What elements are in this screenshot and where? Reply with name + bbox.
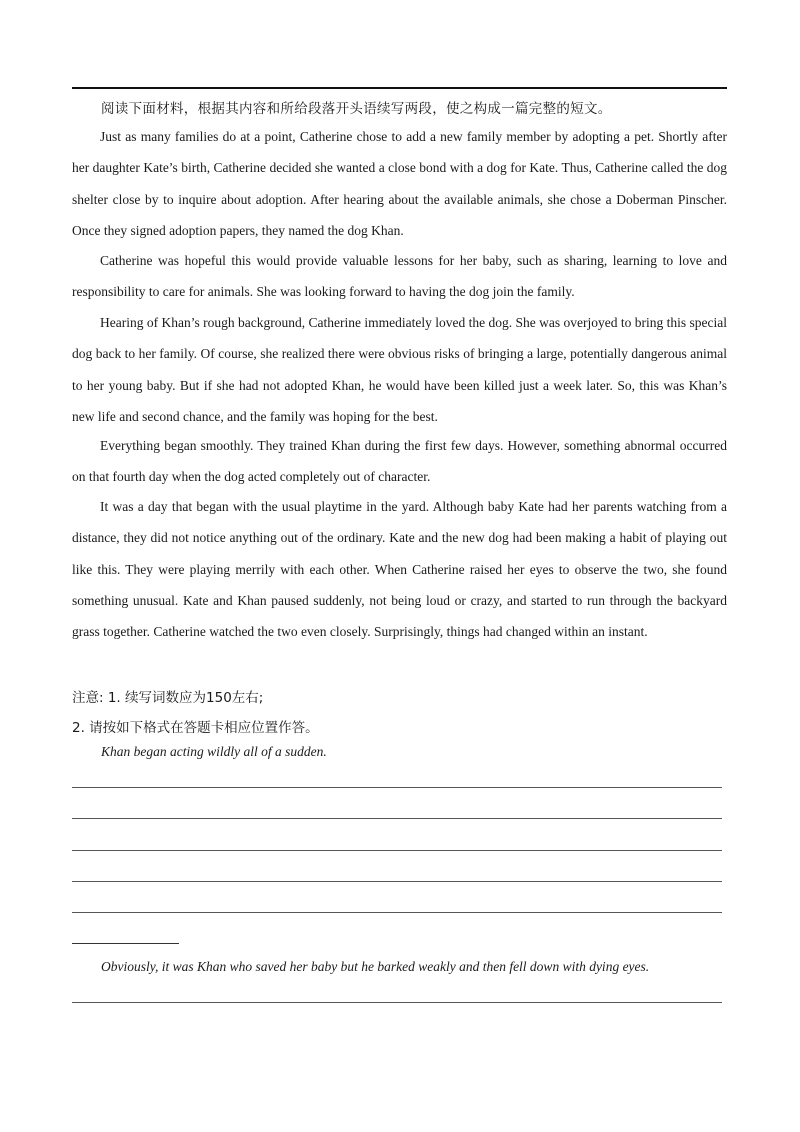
task-instruction: 阅读下面材料，根据其内容和所给段落开头语续写两段，使之构成一篇完整的短文。 — [101, 101, 612, 117]
note-format: 2. 请按如下格式在答题卡相应位置作答。 — [72, 720, 319, 736]
passage-paragraph-1: Just as many families do at a point, Catherine chose to add a new family member by adopting a pet. Shortly after her daughter Kate’s birth, Catherine decided she wanted a close bond with a dog for Kate. Thus, Catherine called the dog shelter close by to inquire about adoption. After hearing about the available animals, she chose a Doberman Pinscher. Once they signed adoption papers, they named the dog Khan. — [72, 129, 727, 238]
note-word-count: 注意: 1. 续写词数应为150左右; — [72, 690, 264, 706]
passage-paragraph-2: Catherine was hopeful this would provide valuable lessons for her baby, such as sharing, learning to love and responsibility to care for animals. She was looking forward to having the dog join the family. — [72, 253, 727, 300]
writing-line[interactable] — [72, 787, 722, 788]
writing-line[interactable] — [72, 818, 722, 819]
continuation-prompt-2: Obviously, it was Khan who saved her baby but he barked weakly and then fell down with dying eyes. — [101, 959, 650, 974]
header-rule — [72, 87, 727, 89]
passage-paragraph-5: It was a day that began with the usual playtime in the yard. Although baby Kate had her parents watching from a distance, they did not notice anything out of the ordinary. Kate and the new dog had been making a habit of playing out like this. They were playing merrily with each other. When Catherine raised her eyes to observe the two, she found something unusual. Kate and Khan paused suddenly, not being loud or crazy, and started to run through the backyard grass together. Catherine watched the two even closely. Surprisingly, things had changed within an instant. — [72, 499, 727, 640]
writing-line[interactable] — [72, 912, 722, 913]
writing-line[interactable] — [72, 1002, 722, 1003]
continuation-prompt-1: Khan began acting wildly all of a sudden. — [101, 744, 327, 759]
passage-paragraph-4: Everything began smoothly. They trained Khan during the first few days. However, something abnormal occurred on that fourth day when the dog acted completely out of character. — [72, 438, 727, 485]
writing-line[interactable] — [72, 881, 722, 882]
writing-line[interactable] — [72, 850, 722, 851]
writing-line-short[interactable] — [72, 943, 179, 944]
passage-paragraph-3: Hearing of Khan’s rough background, Catherine immediately loved the dog. She was overjoyed to bring this special dog back to her family. Of course, she realized there were obvious risks of bringing a large, potentially dangerous animal to her young baby. But if she had not adopted Khan, he would have been killed just a week later. So, this was Khan’s new life and second chance, and the family was hoping for the best. — [72, 315, 727, 424]
